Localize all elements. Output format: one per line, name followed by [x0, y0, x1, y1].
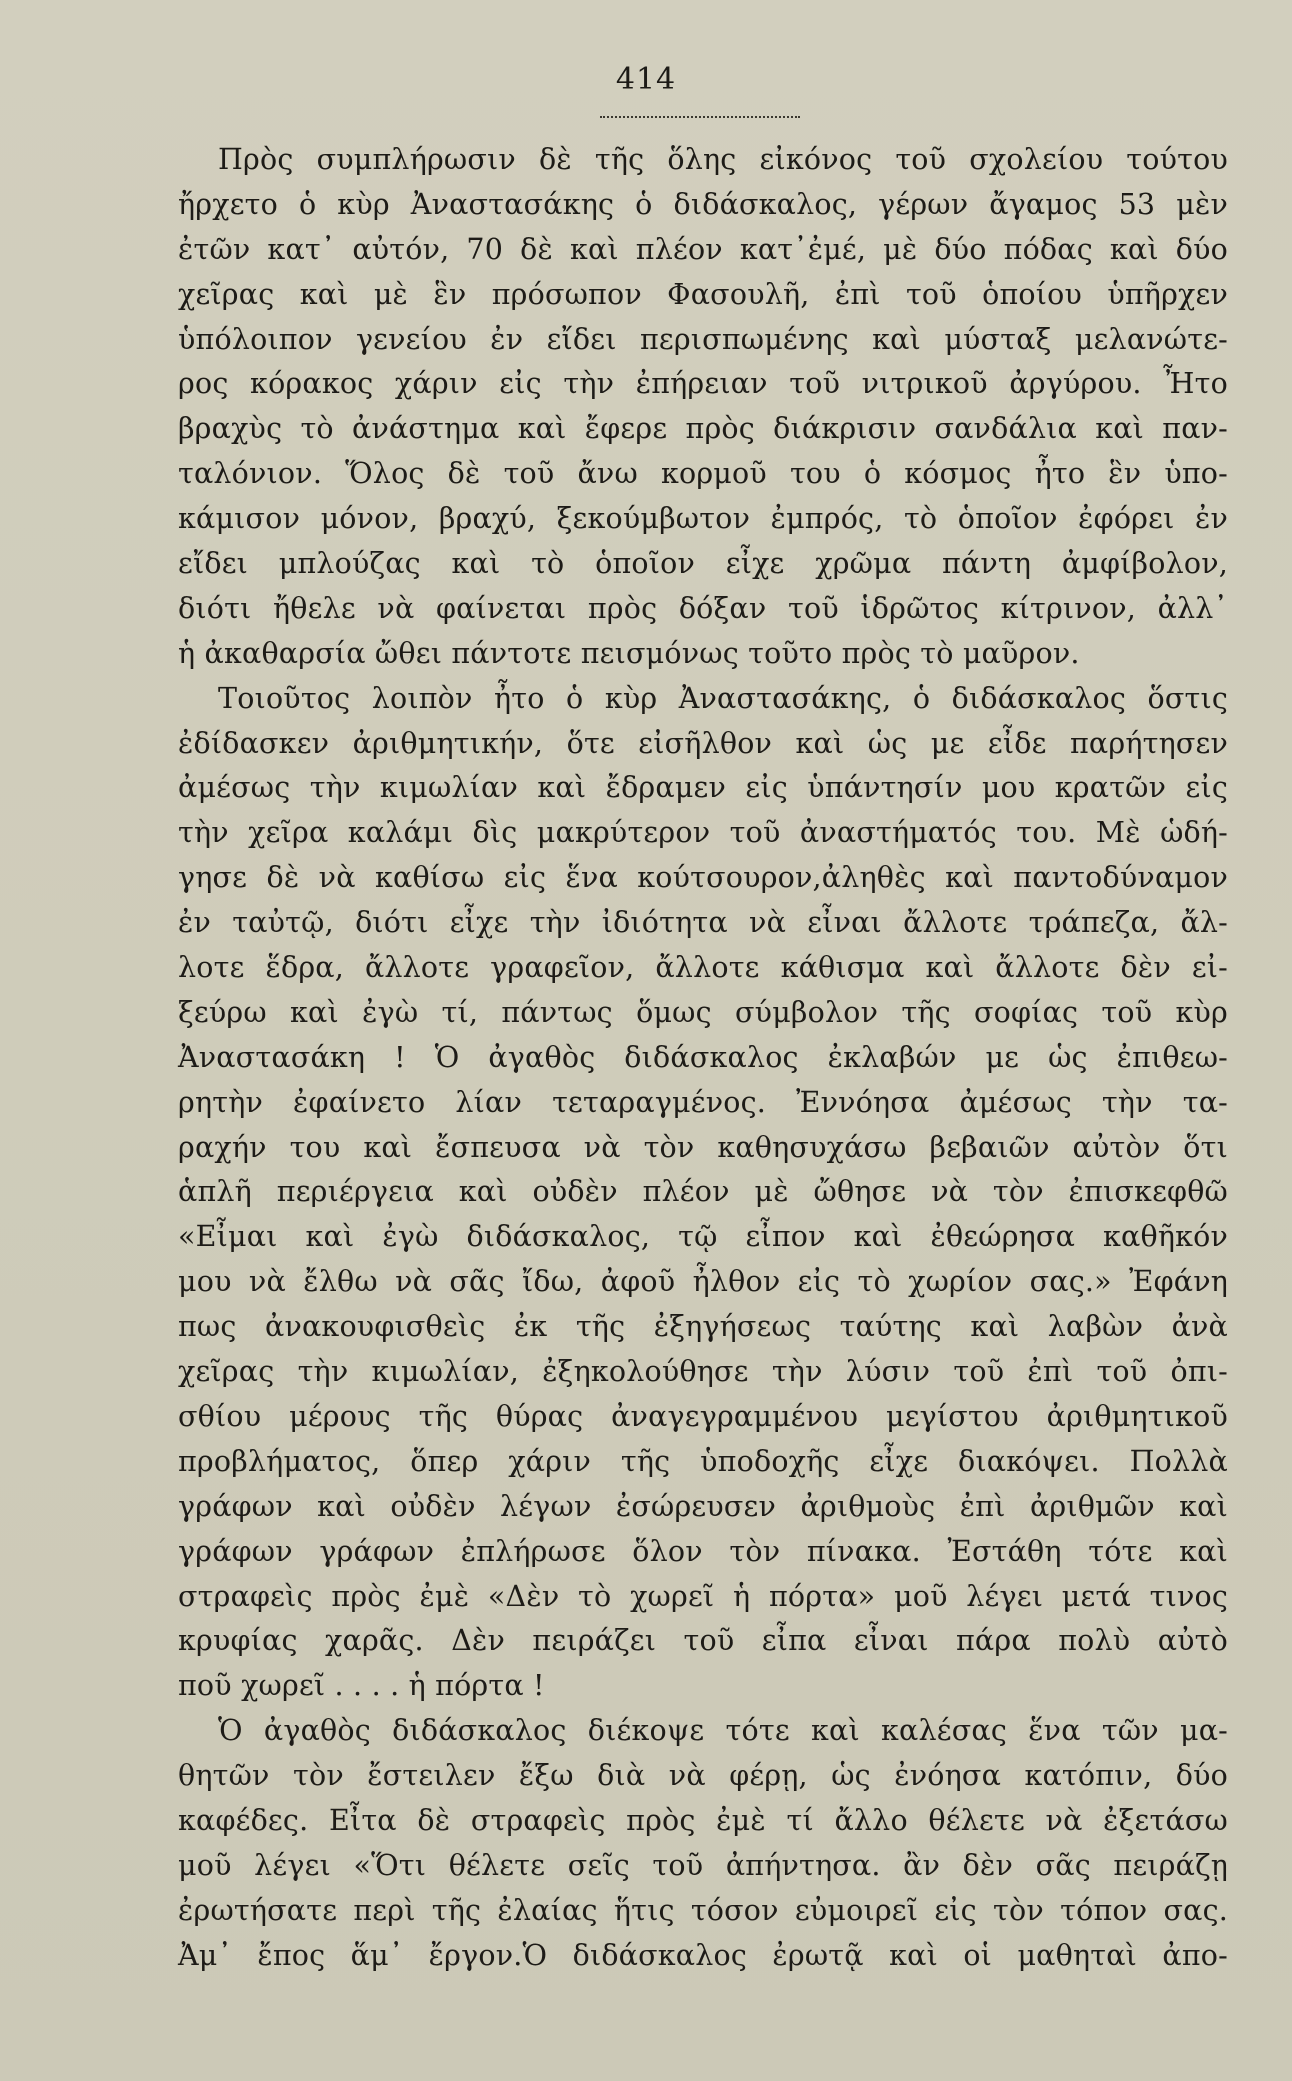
text-line: θητῶν τὸν ἔστειλεν ἔξω διὰ νὰ φέρῃ, ὡς ἐνόησα κατόπιν, δύο: [178, 1759, 1228, 1793]
text-line: κρυφίας χαρᾶς. Δὲν πειράζει τοῦ εἶπα εἶναι πάρα πολὺ αὐτὸ: [178, 1624, 1228, 1658]
text-line: σθίου μέρους τῆς θύρας ἀναγεγραμμένου μεγίστου ἀριθμητικοῦ: [178, 1399, 1228, 1433]
text-line: γησε δὲ νὰ καθίσω εἰς ἕνα κούτσουρον,ἀληθὲς καὶ παντοδύναμον: [178, 861, 1228, 895]
text-line: ὑπόλοιπον γενείου ἐν εἴδει περισπωμένης καὶ μύσταξ μελανώτε-: [178, 322, 1228, 356]
text-line: κάμισον μόνον, βραχύ, ξεκούμβωτον ἐμπρός, τὸ ὁποῖον ἐφόρει ἐν: [178, 502, 1228, 536]
text-line: ξεύρω καὶ ἐγὼ τί, πάντως ὅμως σύμβολον τῆς σοφίας τοῦ κὺρ: [178, 995, 1228, 1029]
text-line: διότι ἤθελε νὰ φαίνεται πρὸς δόξαν τοῦ ἱδρῶτος κίτρινον, ἀλλ᾽: [178, 591, 1228, 625]
text-line: Πρὸς συμπλήρωσιν δὲ τῆς ὅλης εἰκόνος τοῦ σχολείου τούτου: [218, 143, 1228, 176]
text-line: προβλήματος, ὅπερ χάριν τῆς ὑποδοχῆς εἶχε διακόψει. Πολλὰ: [178, 1444, 1228, 1478]
text-line: ἐτῶν κατ᾽ αὐτόν, 70 δὲ καὶ πλέον κατ᾽ἐμέ, μὲ δύο πόδας καὶ δύο: [178, 232, 1228, 266]
text-line: ἤρχετο ὁ κὺρ Ἀναστασάκης ὁ διδάσκαλος, γέρων ἄγαμος 53 μὲν: [178, 187, 1228, 221]
text-line: Τοιοῦτος λοιπὸν ἦτο ὁ κὺρ Ἀναστασάκης, ὁ διδάσκαλος ὅστις: [218, 681, 1228, 715]
text-line: μου νὰ ἔλθω νὰ σᾶς ἴδω, ἀφοῦ ἦλθον εἰς τὸ χωρίον σας.» Ἐφάνη: [178, 1265, 1228, 1299]
text-line: «Εἶμαι καὶ ἐγὼ διδάσκαλος, τῷ εἶπον καὶ ἐθεώρησα καθῆκόν: [178, 1220, 1228, 1254]
text-line: γράφων γράφων ἐπλήρωσε ὅλον τὸν πίνακα. Ἐστάθη τότε καὶ: [178, 1534, 1228, 1568]
text-line: καφέδες. Εἶτα δὲ στραφεὶς πρὸς ἐμὲ τί ἄλλο θέλετε νὰ ἐξετάσω: [178, 1803, 1228, 1837]
text-line: ρος κόρακος χάριν εἰς τὴν ἐπήρειαν τοῦ νιτρικοῦ ἀργύρου. Ἦτο: [178, 367, 1228, 401]
text-line: μοῦ λέγει «Ὅτι θέλετε σεῖς τοῦ ἀπήντησα. ἂν δὲν σᾶς πειράζῃ: [178, 1848, 1228, 1882]
text-line: ἐρωτήσατε περὶ τῆς ἐλαίας ἥτις τόσον εὐμοιρεῖ εἰς τὸν τόπον σας.: [178, 1893, 1228, 1927]
text-line: ἐν ταὐτῷ, διότι εἶχε τὴν ἰδιότητα νὰ εἶναι ἄλλοτε τράπεζα, ἄλ-: [178, 906, 1228, 940]
text-line: εἴδει μπλούζας καὶ τὸ ὁποῖον εἶχε χρῶμα πάντη ἀμφίβολον,: [178, 547, 1228, 581]
text-line: γράφων καὶ οὐδὲν λέγων ἐσώρευσεν ἀριθμοὺς ἐπὶ ἀριθμῶν καὶ: [178, 1489, 1228, 1523]
text-line: ταλόνιον. Ὅλος δὲ τοῦ ἄνω κορμοῦ του ὁ κόσμος ἦτο ἓν ὑπο-: [178, 457, 1228, 491]
text-line: ἀμέσως τὴν κιμωλίαν καὶ ἔδραμεν εἰς ὑπάντησίν μου κρατῶν εἰς: [178, 771, 1228, 805]
text-line: πως ἀνακουφισθεὶς ἐκ τῆς ἐξηγήσεως ταύτης καὶ λαβὼν ἀνὰ: [178, 1310, 1228, 1344]
text-line: Ἀμ᾽ ἔπος ἅμ᾽ ἔργον.Ὁ διδάσκαλος ἐρωτᾷ καὶ οἱ μαθηταὶ ἀπο-: [178, 1938, 1228, 1972]
text-line: στραφεὶς πρὸς ἐμὲ «Δὲν τὸ χωρεῖ ἡ πόρτα» μοῦ λέγει μετά τινος: [178, 1579, 1228, 1613]
text-line: ἡ ἀκαθαρσία ὤθει πάντοτε πεισμόνως τοῦτο πρὸς τὸ μαῦρον.: [178, 636, 1080, 670]
text-line: βραχὺς τὸ ἀνάστημα καὶ ἔφερε πρὸς διάκρισιν σανδάλια καὶ παν-: [178, 412, 1228, 446]
text-line: ποῦ χωρεῖ . . . . ἡ πόρτα !: [178, 1669, 545, 1703]
text-line: ἐδίδασκεν ἀριθμητικήν, ὅτε εἰσῆλθον καὶ ὡς με εἶδε παρήτησεν: [178, 726, 1228, 760]
text-line: ραχήν του καὶ ἔσπευσα νὰ τὸν καθησυχάσω βεβαιῶν αὐτὸν ὅτι: [178, 1130, 1228, 1164]
body-text: [178, 138, 1228, 1979]
text-line: Ὁ ἀγαθὸς διδάσκαλος διέκοψε τότε καὶ καλέσας ἕνα τῶν μα-: [218, 1714, 1228, 1748]
text-line: χεῖρας τὴν κιμωλίαν, ἐξηκολούθησε τὴν λύσιν τοῦ ἐπὶ τοῦ ὀπι-: [178, 1355, 1228, 1389]
page-number-underline: [600, 110, 800, 118]
text-line: τὴν χεῖρα καλάμι δὶς μακρύτερον τοῦ ἀναστήματός του. Μὲ ὡδή-: [178, 816, 1228, 850]
page-number: 414: [615, 62, 677, 97]
text-line: ἁπλῆ περιέργεια καὶ οὐδὲν πλέον μὲ ὤθησε νὰ τὸν ἐπισκεφθῶ: [178, 1175, 1228, 1209]
text-line: χεῖρας καὶ μὲ ἓν πρόσωπον Φασουλῆ, ἐπὶ τοῦ ὁποίου ὑπῆρχεν: [178, 277, 1228, 311]
text-line: ρητὴν ἐφαίνετο λίαν τεταραγμένος. Ἐννόησα ἀμέσως τὴν τα-: [178, 1085, 1228, 1119]
text-line: Ἀναστασάκη ! Ὁ ἀγαθὸς διδάσκαλος ἐκλαβών με ὡς ἐπιθεω-: [178, 1040, 1228, 1074]
text-line: λοτε ἕδρα, ἄλλοτε γραφεῖον, ἄλλοτε κάθισμα καὶ ἄλλοτε δὲν εἰ-: [178, 951, 1228, 985]
